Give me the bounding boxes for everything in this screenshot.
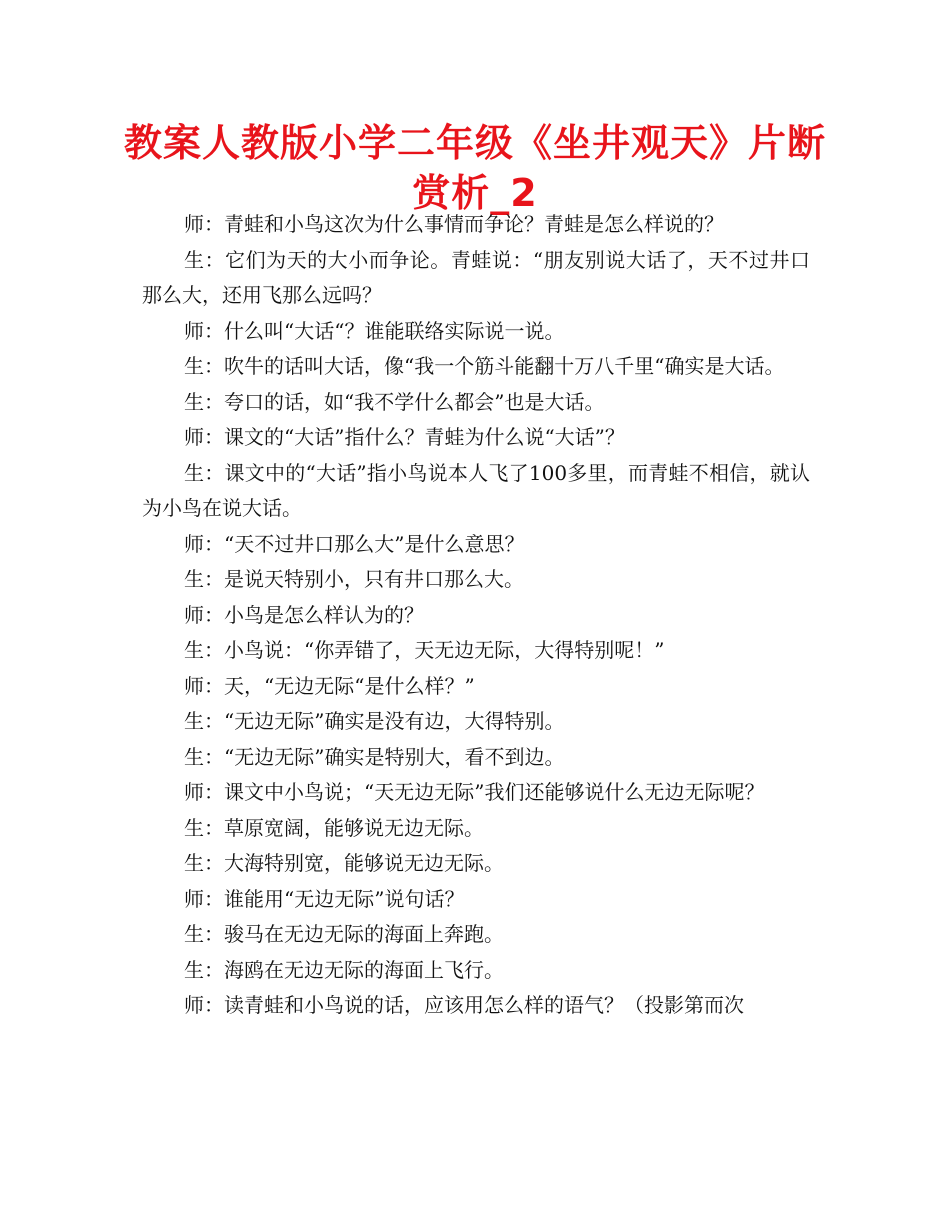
paragraph: 师：小鸟是怎么样认为的？ <box>184 602 424 627</box>
paragraph: 生：大海特别宽，能够说无边无际。 <box>184 851 504 875</box>
paragraph: 生：课文中的“大话”指小鸟说本人飞了100多里，而青蛙不相信，就认为小鸟在说大话。 <box>142 460 810 520</box>
paragraph: 生：骏马在无边无际的海面上奔跑。 <box>184 922 504 946</box>
document-body <box>142 207 810 1024</box>
paragraph: 师：什么叫“大话“？谁能联络实际说一说。 <box>184 318 565 343</box>
paragraph: 生：小鸟说：“你弄错了，天无边无际，大得特别呢！” <box>184 638 665 662</box>
paragraph: 生：草原宽阔，能够说无边无际。 <box>184 815 484 840</box>
paragraph: 师：课文中小鸟说；“天无边无际”我们还能够说什么无边无际呢？ <box>184 780 765 804</box>
paragraph: 生：“无边无际”确实是特别大，看不到边。 <box>184 744 565 769</box>
paragraph: 生：海鸥在无边无际的海面上飞行。 <box>184 957 504 982</box>
paragraph: 师：课文的“大话”指什么？青蛙为什么说“大话”？ <box>184 425 625 449</box>
paragraph: 生：它们为天的大小而争论。青蛙说：“朋友别说大话了，天不过井口那么大，还用飞那么远吗？ <box>142 247 810 307</box>
paragraph: 生：夸口的话，如“我不学什么都会”也是大话。 <box>184 389 605 414</box>
paragraph: 师：读青蛙和小鸟说的话，应该用怎么样的语气？（投影第而次 <box>184 993 744 1017</box>
paragraph: 师：“天不过井口那么大”是什么意思？ <box>184 531 525 556</box>
document-title: 教案人教版小学二年级《坐井观天》片断赏析_2 <box>123 121 826 215</box>
paragraph: 生：是说天特别小，只有井口那么大。 <box>184 567 524 591</box>
paragraph: 生：“无边无际”确实是没有边，大得特别。 <box>184 709 565 733</box>
paragraph: 师：青蛙和小鸟这次为什么事情而争论？青蛙是怎么样说的？ <box>184 212 724 236</box>
paragraph: 师：天，“无边无际“是什么样？” <box>184 673 475 698</box>
paragraph: 师：谁能用“无边无际”说句话？ <box>184 886 465 911</box>
paragraph: 生：吹牛的话叫大话，像“我一个筋斗能翻十万八千里“确实是大话。 <box>184 354 785 378</box>
